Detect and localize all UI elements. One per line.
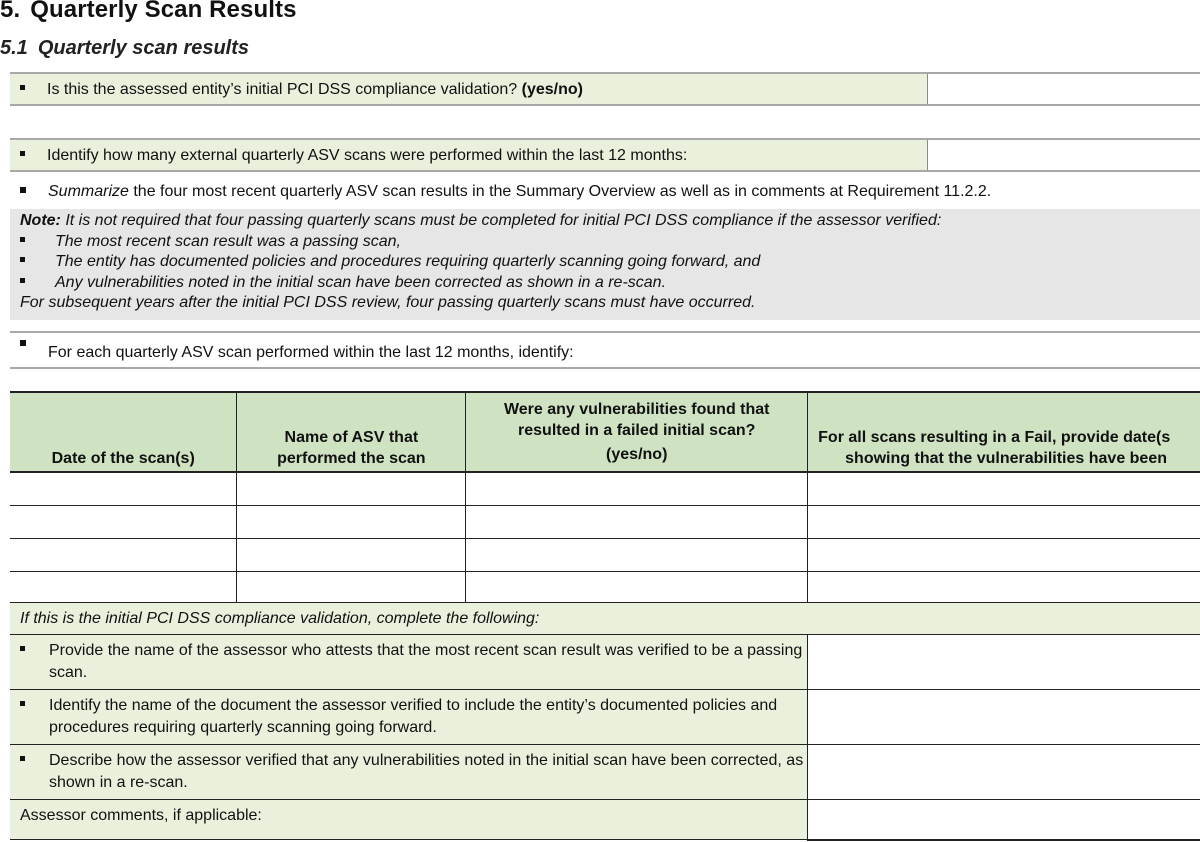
date-cell[interactable]	[10, 505, 237, 538]
initial-heading-row	[10, 603, 1200, 635]
table-row	[10, 472, 1200, 505]
bullet-icon	[20, 237, 25, 242]
rescan-verification-label: Describe how the assessor verified that any vulnerabilities noted in the initial scan have been corrected, as shown in a re-scan.	[10, 745, 807, 800]
date-cell[interactable]	[10, 538, 237, 571]
initial-item-row	[10, 635, 1200, 690]
initial-validation-table	[10, 602, 1200, 841]
vulnerabilities-cell[interactable]	[466, 472, 808, 505]
note-footer: For subsequent years after the initial PCI DSS review, four passing quarterly scans must have occurred.	[20, 294, 756, 311]
bullet-icon	[20, 756, 25, 761]
table-row	[10, 505, 1200, 538]
fail-dates-cell[interactable]	[808, 505, 1200, 538]
asv-name-cell[interactable]	[237, 571, 466, 604]
bullet-icon	[20, 340, 26, 346]
table-header-row	[10, 392, 1200, 472]
initial-heading: If this is the initial PCI DSS compliance validation, complete the following:	[10, 603, 1200, 635]
bullet-icon	[20, 701, 25, 706]
vulnerabilities-cell[interactable]	[466, 571, 808, 604]
section-heading	[0, 0, 297, 24]
bullet-icon	[20, 257, 25, 262]
initial-item-row	[10, 745, 1200, 800]
asv-name-cell[interactable]	[237, 538, 466, 571]
date-cell[interactable]	[10, 472, 237, 505]
comments-row	[10, 800, 1200, 840]
subsection-title: Quarterly scan results	[37, 37, 250, 59]
bullet-icon	[20, 646, 25, 651]
scan-count-input[interactable]	[927, 140, 1200, 170]
table-row	[10, 571, 1200, 604]
bullet-icon	[20, 187, 26, 193]
fail-dates-cell[interactable]	[808, 472, 1200, 505]
assessor-name-label: Provide the name of the assessor who attests that the most recent scan result was verified to be a passing scan.	[10, 635, 807, 690]
vulnerabilities-cell[interactable]	[466, 538, 808, 571]
note-box	[10, 209, 1200, 320]
initial-validation-row	[10, 72, 1200, 106]
note-intro: Note: It is not required that four passing quarterly scans must be completed for initial PCI DSS compliance if the assessor verified:	[20, 212, 942, 229]
assessor-comments-label: Assessor comments, if applicable:	[10, 800, 807, 840]
bullet-icon	[20, 278, 25, 283]
fail-dates-cell[interactable]	[808, 571, 1200, 604]
bullet-icon	[20, 151, 25, 156]
asv-name-cell[interactable]	[237, 472, 466, 505]
assessor-name-input[interactable]	[807, 635, 1200, 690]
note-item: The entity has documented policies and procedures requiring quarterly scanning going forward, and	[20, 252, 1200, 273]
bullet-icon	[20, 85, 25, 90]
rescan-verification-input[interactable]	[807, 745, 1200, 800]
subsection-number: 5.1	[0, 37, 28, 59]
column-header-vulnerabilities: Were any vulnerabilities found that resulted in a failed initial scan? (yes/no)	[466, 392, 808, 472]
subsection-heading	[0, 37, 249, 60]
scan-results-table	[10, 391, 1200, 605]
column-header-asv-name: Name of ASV that performed the scan	[237, 392, 466, 472]
asv-name-cell[interactable]	[237, 505, 466, 538]
note-item: The most recent scan result was a passing scan,	[20, 232, 1200, 253]
initial-item-row	[10, 690, 1200, 745]
section-title: Quarterly Scan Results	[30, 0, 297, 23]
initial-validation-input[interactable]	[927, 74, 1200, 104]
for-each-instruction: For each quarterly ASV scan performed within the last 12 months, identify:	[10, 331, 1200, 369]
scan-count-row	[10, 138, 1200, 172]
policy-document-input[interactable]	[807, 690, 1200, 745]
column-header-fail-dates: For all scans resulting in a Fail, provide date(s showing that the vulnerabilities have been	[808, 392, 1200, 472]
policy-document-label: Identify the name of the document the assessor verified to include the entity’s documented policies and procedures requiring quarterly scanning going forward.	[10, 690, 807, 745]
column-header-date: Date of the scan(s)	[10, 392, 237, 472]
date-cell[interactable]	[10, 571, 237, 604]
note-item: Any vulnerabilities noted in the initial scan have been corrected as shown in a re-scan.	[20, 273, 1200, 294]
summarize-instruction: Summarize the four most recent quarterly ASV scan results in the Summary Overview as well as in comments at Requirement 11.2.2.	[20, 181, 991, 203]
section-number: 5.	[0, 0, 21, 23]
initial-validation-label: Is this the assessed entity’s initial PCI DSS compliance validation? (yes/no)	[10, 74, 927, 104]
table-row	[10, 538, 1200, 571]
fail-dates-cell[interactable]	[808, 538, 1200, 571]
assessor-comments-input[interactable]	[807, 800, 1200, 840]
scan-count-label: Identify how many external quarterly ASV scans were performed within the last 12 months:	[10, 140, 927, 170]
vulnerabilities-cell[interactable]	[466, 505, 808, 538]
